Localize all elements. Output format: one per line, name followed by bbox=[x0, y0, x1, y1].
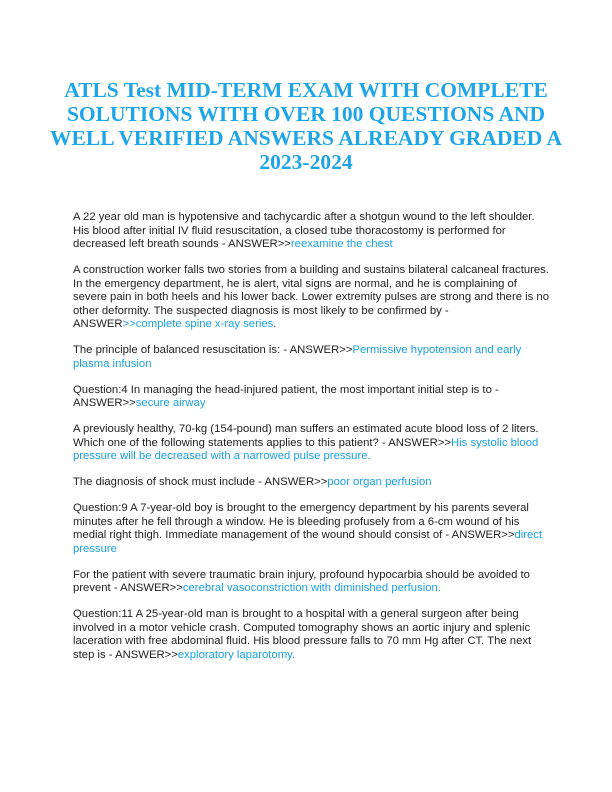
answer-text: Permissive hypotension and early plasma infusion bbox=[73, 344, 522, 370]
answer-text: >>complete spine x-ray series bbox=[122, 318, 274, 330]
qa-item bbox=[73, 211, 553, 252]
question-text: A 22 year old man is hypotensive and tachycardic after a shotgun wound to the left shoulder. His blood after initial IV fluid resuscitation, a closed tube thoracostomy is performed for decreased left breath sounds - ANSWER>> bbox=[73, 211, 535, 250]
qa-item bbox=[73, 384, 553, 411]
document-title: ATLS Test MID-TERM EXAM WITH COMPLETE SOLUTIONS WITH OVER 100 QUESTIONS AND WELL VERIFIED ANSWERS ALREADY GRADED A 2023-2024 bbox=[50, 78, 562, 174]
qa-item bbox=[73, 502, 553, 556]
question-text: For the patient with severe traumatic brain injury, profound hypocarbia should be avoided to prevent - ANSWER>> bbox=[73, 568, 530, 594]
answer-text: secure airway bbox=[135, 397, 206, 409]
question-text: Question:9 A 7-year-old boy is brought to the emergency department by his parents several minutes after he fell through a window. He is bleeding profusely from a 6-cm wound of his medial right thigh. Immediate management of the wound should consist of - ANSWER>> bbox=[73, 502, 529, 541]
qa-item bbox=[73, 344, 553, 371]
question-text: The principle of balanced resuscitation is: - ANSWER>> bbox=[73, 344, 353, 356]
answer-text: poor organ perfusion bbox=[327, 476, 432, 488]
answer-text: cerebral vasoconstriction with diminished perfusion. bbox=[182, 582, 441, 594]
answer-text: reexamine the chest bbox=[290, 238, 393, 250]
answer-tail: . bbox=[273, 318, 277, 330]
answer-text: direct pressure bbox=[73, 529, 543, 555]
question-text: Question:11 A 25-year-old man is brought to a hospital with a general surgeon after being involved in a motor vehicle crash. Computed tomography shows an aortic injury and splenic laceration with free abdominal fluid. His blood pressure falls to 70 mm Hg after CT. The next step is - ANSWER>> bbox=[73, 608, 532, 661]
question-text: A construction worker falls two stories from a building and sustains bilateral calcaneal fractures. In the emergency department, he is alert, vital signs are normal, and he is complaining of severe pain in both heels and his lower back. Lower extremity pulses are strong and there is no other deformity. The suspected diagnosis is most likely to be confirmed by - ANSWER bbox=[73, 264, 549, 330]
qa-item bbox=[73, 569, 553, 596]
question-text: A previously healthy, 70-kg (154-pound) man suffers an estimated acute blood loss of 2 liters. Which one of the following statements applies to this patient? - ANSWER>> bbox=[73, 423, 539, 449]
qa-item bbox=[73, 264, 553, 332]
qa-item bbox=[73, 476, 553, 490]
answer-text: exploratory laparotomy. bbox=[177, 648, 296, 661]
qa-item bbox=[73, 608, 553, 662]
answer-text: His systolic blood pressure will be decreased with a narrowed pulse pressure. bbox=[73, 436, 539, 462]
qa-item bbox=[73, 423, 553, 464]
question-text: Question:4 In managing the head-injured patient, the most important initial step is to - ANSWER>> bbox=[73, 383, 499, 409]
question-text: The diagnosis of shock must include - ANSWER>> bbox=[73, 476, 328, 488]
qa-list bbox=[73, 211, 553, 675]
